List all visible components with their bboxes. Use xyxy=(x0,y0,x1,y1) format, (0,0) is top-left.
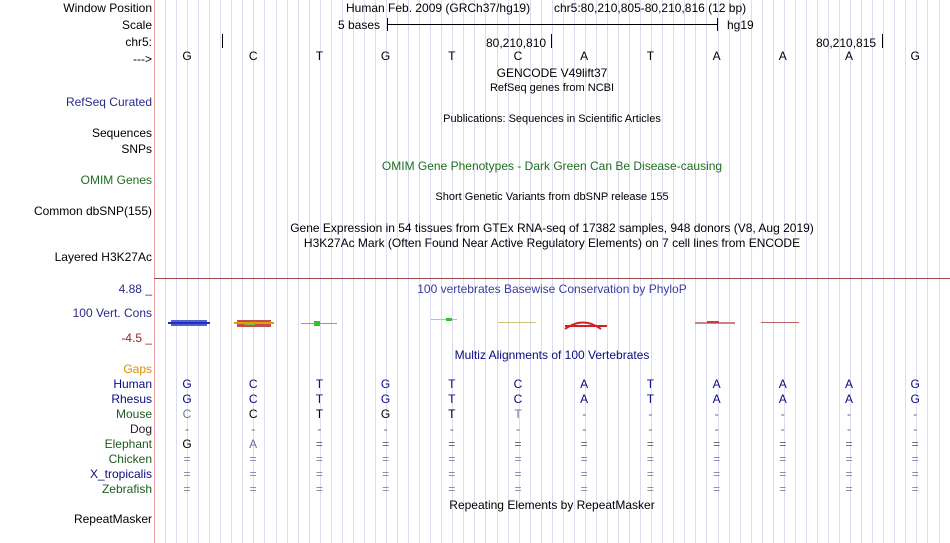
strand-label[interactable]: ---> xyxy=(133,52,152,66)
alignment-base: G xyxy=(182,392,192,406)
base-letter: A xyxy=(580,49,589,63)
alignment-base: T xyxy=(514,407,522,421)
alignment-base: G xyxy=(910,392,920,406)
alignment-base: - xyxy=(913,422,918,436)
alignment-base: = xyxy=(315,452,323,466)
alignment-base: - xyxy=(714,407,719,421)
grid-line xyxy=(397,0,398,543)
alignment-base: T xyxy=(448,392,456,406)
scale-bar-right-tick xyxy=(717,18,718,31)
alignment-base: - xyxy=(582,407,587,421)
alignment-base: = xyxy=(580,482,588,496)
grid-line xyxy=(905,0,906,543)
alignment-base: = xyxy=(779,452,787,466)
grid-line xyxy=(839,0,840,543)
alignment-base: = xyxy=(183,482,191,496)
alignment-base: - xyxy=(383,422,388,436)
grid-line xyxy=(729,0,730,543)
alignment-base: - xyxy=(847,422,851,436)
alignment-base: = xyxy=(514,467,522,481)
species-label[interactable]: Chicken xyxy=(108,452,152,466)
grid-line xyxy=(176,0,177,543)
alignment-base: G xyxy=(380,377,391,391)
alignment-base: C xyxy=(248,392,258,406)
scale-label: Scale xyxy=(121,18,152,32)
omim-track-title[interactable]: OMIM Gene Phenotypes - Dark Green Can Be Disease-causing xyxy=(381,159,723,173)
grid-line xyxy=(353,0,354,543)
chr-label: chr5: xyxy=(125,35,152,49)
alignment-base: = xyxy=(249,482,257,496)
alignment-base: T xyxy=(315,377,324,391)
alignment-base: = xyxy=(448,437,456,451)
alignment-base: = xyxy=(382,482,390,496)
alignment-base: A xyxy=(580,392,589,406)
alignment-base: C xyxy=(513,392,523,406)
alignment-base: = xyxy=(183,452,191,466)
assembly-title: Human Feb. 2009 (GRCh37/hg19) xyxy=(346,1,531,15)
alignment-base: = xyxy=(315,467,323,481)
alignment-base: A xyxy=(844,392,853,406)
alignment-base: A xyxy=(778,377,787,391)
multiz-track-title[interactable]: Multiz Alignments of 100 Vertebrates xyxy=(454,348,650,362)
grid-line xyxy=(165,0,166,543)
grid-line xyxy=(762,0,763,543)
conservation-track-label[interactable]: 100 Vert. Cons xyxy=(72,306,152,320)
position-title: chr5:80,210,805-80,210,816 (12 bp) xyxy=(554,1,747,15)
grid-line xyxy=(706,0,707,543)
grid-line xyxy=(817,0,818,543)
alignment-base: T xyxy=(315,392,324,406)
dbsnp-track-label[interactable]: Common dbSNP(155) xyxy=(33,204,152,218)
window-position-label: Window Position xyxy=(63,1,152,15)
alignment-base: T xyxy=(646,377,655,391)
phylop-base-6 xyxy=(498,322,536,323)
grid-line xyxy=(220,0,221,543)
gencode-track-title[interactable]: GENCODE V49lift37 xyxy=(496,66,608,80)
grid-line xyxy=(861,0,862,543)
grid-line xyxy=(927,0,928,543)
grid-line xyxy=(485,0,486,543)
base-letter: C xyxy=(248,49,258,63)
base-letter: T xyxy=(315,49,324,63)
gtex-track-title[interactable]: Gene Expression in 54 tissues from GTEx RNA-seq of 17382 samples, 948 donors (V8, Aug 2019) xyxy=(290,221,814,235)
alignment-base: A xyxy=(844,377,853,391)
label-separator xyxy=(154,0,155,543)
alignment-base: = xyxy=(845,437,853,451)
grid-line xyxy=(198,0,199,543)
alignment-base: G xyxy=(910,377,920,391)
sequences-track-label[interactable]: Sequences xyxy=(91,126,152,140)
alignment-base: = xyxy=(382,437,390,451)
h3k27ac-track-title[interactable]: H3K27Ac Mark (Often Found Near Active Regulatory Elements) on 7 cell lines from ENCODE xyxy=(303,236,801,250)
conservation-ymax: 4.88 _ xyxy=(118,282,152,296)
base-letter: A xyxy=(712,49,721,63)
grid-line xyxy=(231,0,232,543)
alignment-base: = xyxy=(448,482,456,496)
omim-track-label[interactable]: OMIM Genes xyxy=(80,173,152,187)
alignment-base: = xyxy=(448,467,456,481)
alignment-base: = xyxy=(713,437,721,451)
grid-line xyxy=(883,0,884,543)
snps-track-label[interactable]: SNPs xyxy=(121,142,152,156)
grid-line xyxy=(640,0,641,543)
base-letter: A xyxy=(778,49,787,63)
phylop-base-1 xyxy=(168,320,210,326)
alignment-base: - xyxy=(648,407,653,421)
alignment-base: - xyxy=(780,407,785,421)
alignment-base: T xyxy=(646,392,655,406)
alignment-base: C xyxy=(248,407,258,421)
phylop-base-2 xyxy=(234,320,274,327)
grid-line xyxy=(209,0,210,543)
species-label[interactable]: Rhesus xyxy=(111,392,152,406)
alignment-base: T xyxy=(448,377,456,391)
species-label[interactable]: Mouse xyxy=(115,407,152,421)
phylop-base-7 xyxy=(565,323,607,330)
coord-tick-1 xyxy=(551,34,552,48)
grid-line xyxy=(309,0,310,543)
alignment-base: T xyxy=(315,407,324,421)
species-label[interactable]: Dog xyxy=(129,422,152,436)
alignment-base: G xyxy=(182,437,192,451)
alignment-base: G xyxy=(380,407,391,421)
base-letter: A xyxy=(844,49,853,63)
grid-line xyxy=(662,0,663,543)
alignment-base: = xyxy=(249,452,257,466)
alignment-base: = xyxy=(580,452,588,466)
base-letter: G xyxy=(380,49,391,63)
scale-bar-text: 5 bases xyxy=(338,18,381,32)
alignment-base: - xyxy=(185,422,189,436)
alignment-base: C xyxy=(513,377,523,391)
alignment-base: A xyxy=(580,377,589,391)
grid-line xyxy=(673,0,674,543)
alignment-base: A xyxy=(712,377,721,391)
scale-bar xyxy=(387,24,717,25)
alignment-base: = xyxy=(183,467,191,481)
coord-label-1: 80,210,810 xyxy=(486,36,547,50)
alignment-base: A xyxy=(712,392,721,406)
h3k27ac-track-label[interactable]: Layered H3K27Ac xyxy=(54,250,152,264)
phylop-base-9 xyxy=(695,321,735,324)
publications-track-title[interactable]: Publications: Sequences in Scientific Articles xyxy=(443,113,661,125)
alignment-base: - xyxy=(847,407,851,421)
base-letter: T xyxy=(448,49,456,63)
alignment-base: = xyxy=(580,467,588,481)
alignment-base: = xyxy=(315,437,323,451)
grid-line xyxy=(276,0,277,543)
grid-line xyxy=(331,0,332,543)
alignment-base: C xyxy=(248,377,258,391)
chr-start-tick xyxy=(222,34,223,48)
grid-line xyxy=(287,0,288,543)
alignment-base: = xyxy=(911,482,919,496)
alignment-base: - xyxy=(251,422,256,436)
grid-line xyxy=(430,0,431,543)
grid-line xyxy=(242,0,243,543)
alignment-base: - xyxy=(714,422,719,436)
repeatmasker-track-title[interactable]: Repeating Elements by RepeatMasker xyxy=(449,498,655,512)
alignment-base: = xyxy=(911,452,919,466)
alignment-base: - xyxy=(648,422,653,436)
alignment-base: = xyxy=(580,437,588,451)
alignment-base: = xyxy=(382,467,390,481)
alignment-base: G xyxy=(182,377,192,391)
grid-line xyxy=(751,0,752,543)
alignment-base: = xyxy=(779,437,787,451)
alignment-base: = xyxy=(845,452,853,466)
alignment-base: = xyxy=(646,437,654,451)
phylop-base-10 xyxy=(761,322,799,323)
alignment-base: = xyxy=(713,452,721,466)
dbsnp-track-title[interactable]: Short Genetic Variants from dbSNP release 155 xyxy=(435,191,669,203)
grid-line xyxy=(342,0,343,543)
alignment-base: A xyxy=(778,392,787,406)
repeatmasker-track-label[interactable]: RepeatMasker xyxy=(73,512,152,526)
base-letter: G xyxy=(182,49,192,63)
alignment-base: - xyxy=(516,422,520,436)
alignment-base: = xyxy=(315,482,323,496)
grid-line xyxy=(806,0,807,543)
grid-line xyxy=(364,0,365,543)
alignment-base: T xyxy=(448,407,456,421)
base-letter: T xyxy=(646,49,655,63)
grid-line xyxy=(773,0,774,543)
alignment-base: = xyxy=(514,452,522,466)
base-letter: C xyxy=(513,49,523,63)
alignment-base: = xyxy=(779,482,787,496)
conservation-top-rule xyxy=(154,278,950,279)
species-label[interactable]: Elephant xyxy=(104,437,152,451)
gaps-label: Gaps xyxy=(123,362,152,376)
alignment-base: A xyxy=(249,437,258,451)
grid-line xyxy=(441,0,442,543)
alignment-base: = xyxy=(382,452,390,466)
alignment-base: = xyxy=(646,467,654,481)
alignment-base: = xyxy=(713,467,721,481)
grid-line xyxy=(740,0,741,543)
species-label[interactable]: X_tropicalis xyxy=(89,467,152,481)
phylop-track-title[interactable]: 100 vertebrates Basewise Conservation by PhyloP xyxy=(417,282,687,296)
grid-line xyxy=(264,0,265,543)
species-label[interactable]: Human xyxy=(113,377,152,391)
alignment-base: = xyxy=(448,452,456,466)
alignment-base: - xyxy=(449,422,454,436)
grid-line xyxy=(375,0,376,543)
grid-line xyxy=(872,0,873,543)
alignment-base: = xyxy=(646,482,654,496)
alignment-base: = xyxy=(779,467,787,481)
grid-line xyxy=(474,0,475,543)
grid-line xyxy=(939,0,940,543)
base-letter: G xyxy=(910,49,920,63)
alignment-base: G xyxy=(380,392,391,406)
refseq-track-label[interactable]: RefSeq Curated xyxy=(65,95,152,109)
coord-tick-2 xyxy=(882,34,883,48)
alignment-base: C xyxy=(182,407,192,421)
species-label[interactable]: Zebrafish xyxy=(101,482,152,496)
conservation-ymin: -4.5 _ xyxy=(121,331,152,345)
grid-line xyxy=(795,0,796,543)
alignment-base: = xyxy=(713,482,721,496)
alignment-base: = xyxy=(845,482,853,496)
grid-line xyxy=(629,0,630,543)
refseq-track-title[interactable]: RefSeq genes from NCBI xyxy=(489,82,615,94)
phylop-base-5 xyxy=(431,318,457,321)
alignment-base: - xyxy=(317,422,322,436)
grid-line xyxy=(894,0,895,543)
grid-line xyxy=(695,0,696,543)
scale-bar-left-tick xyxy=(387,18,388,31)
alignment-base: = xyxy=(514,482,522,496)
grid-line xyxy=(684,0,685,543)
coord-label-2: 80,210,815 xyxy=(816,36,877,50)
alignment-base: = xyxy=(845,467,853,481)
alignment-base: - xyxy=(582,422,587,436)
alignment-base: - xyxy=(780,422,785,436)
grid-line xyxy=(298,0,299,543)
grid-line xyxy=(408,0,409,543)
grid-line xyxy=(828,0,829,543)
scale-bar-assembly: hg19 xyxy=(727,18,754,32)
alignment-base: - xyxy=(913,407,918,421)
alignment-base: = xyxy=(646,452,654,466)
grid-line xyxy=(419,0,420,543)
alignment-base: = xyxy=(514,437,522,451)
grid-line xyxy=(463,0,464,543)
phylop-graph[interactable] xyxy=(155,310,950,332)
grid-line xyxy=(618,0,619,543)
alignment-base: = xyxy=(911,437,919,451)
alignment-base: = xyxy=(249,467,257,481)
alignment-base: = xyxy=(911,467,919,481)
phylop-base-3 xyxy=(301,321,337,326)
